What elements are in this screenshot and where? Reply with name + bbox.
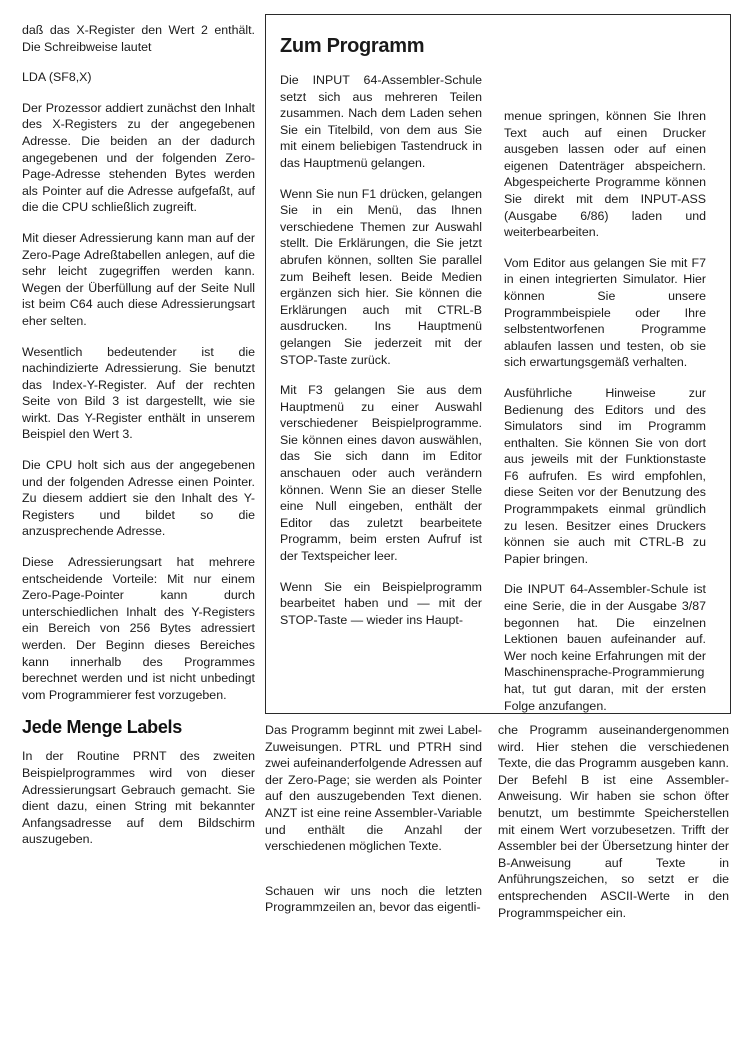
paragraph: Schauen wir uns noch die letzten Programmzeilen an, bevor das eigentli- xyxy=(265,883,482,915)
box-column-left xyxy=(280,72,482,728)
paragraph: Mit dieser Adressierung kann man auf der Zero-Page Adreßtabellen anlegen, auf die sehr leicht zugegriffen werden kann. Wegen der Überfüllung auf der Seite Null ist beim C64 auch diese Adressierungsart eher selten. xyxy=(22,230,255,328)
right-column xyxy=(498,722,729,935)
sidebar-box xyxy=(265,14,731,714)
paragraph: Wenn Sie nun F1 drücken, gelangen Sie in ein Menü, das Ihnen verschiedene Themen zur Auswahl stellt. Die Erklärungen, die Sie jetzt abrufen können, sollten Sie parallel zum Beiheft lesen. Beide Medien ergänzen sich hier. Sie können die Erklärungen auch mit CTRL-B ausdrucken. Ins Hauptmenü gelangen Sie jederzeit mit der STOP-Taste zurück. xyxy=(280,186,482,367)
paragraph: che Programm auseinandergenommen wird. Hier stehen die verschiedenen Texte, die das Programm ausgeben kann. Der Befehl B ist eine Assembler-Anweisung. Wir haben sie schon öfter benutzt, um bestimmte Speicherstellen mit einem Wert vorzubesetzen. Trifft der Assembler bei der Übersetzung hinter der B-Anweisung auf Texte in Anführungszeichen, so setzt er die entsprechenden ASCII-Werte in den Programmspeicher ein. xyxy=(498,723,729,920)
paragraph: Das Programm beginnt mit zwei Label-Zuweisungen. PTRL und PTRH sind zwei aufeinanderfolgende Adressen auf der Zero-Page; sie werden als Pointer auf den auszugebenden Text dienen. ANZT ist eine reine Assembler-Variable und enthält die Anzahl der verschiedenen möglichen Texte. xyxy=(265,723,482,854)
paragraph: Mit F3 gelangen Sie aus dem Hauptmenü zu einer Auswahl verschiedener Beispielprogramme. Sie können eines davon auswählen, das Sie sich dann im Editor anschauen oder auch verändern können. Wenn Sie an dieser Stelle eine Null eingeben, enthält der Editor das zuletzt bearbeitete Programm, beim ersten Aufruf ist der Textspeicher leer. xyxy=(280,383,482,564)
paragraph: Diese Adressierungsart hat mehrere entscheidende Vorteile: Mit nur einem Zero-Page-Pointer kann durch unterschiedlichen Inhalt des Y-Registers ein Bereich von 256 Bytes adressiert werden. Der Beginn dieses Bereiches kann innerhalb des Programmes berechnet werden und ist nicht unbedingt vom Programmierer fest vorzugeben. xyxy=(22,555,255,702)
paragraph: In der Routine PRNT des zweiten Beispielprogrammes wird von dieser Adressierungsart Gebrauch gemacht. Sie dient dazu, einen String mit bekannter Anfangsadresse auf dem Bildschirm auszugeben. xyxy=(22,749,255,847)
paragraph: Ausführliche Hinweise zur Bedienung des Editors und des Simulators sind im Programm enthalten. Sie können Sie von dort aus jeweils mit der Funktionstaste F6 aufrufen. Es wird empfohlen, diese Seiten vor der Benutzung des Programmpakets einmal gründlich zu lesen. Besitzer eines Druckers können sie auch mit CTRL-B zu Papier bringen. xyxy=(504,385,706,566)
box-column-right xyxy=(504,72,706,728)
paragraph: Die CPU holt sich aus der angegebenen und der folgenden Adresse einen Pointer. Zu diesem addiert sie den Inhalt des Y-Registers und bildet so die anzusprechende Adresse. xyxy=(22,458,255,539)
middle-column xyxy=(265,722,482,930)
paragraph: Die INPUT 64-Assembler-Schule ist eine Serie, die in der Ausgabe 3/87 begonnen hat. Die einzelnen Lektionen bauen aufeinander auf. Wer noch keine Erfahrungen mit der Maschinensprache-Programmierung hat, tut gut daran, mit der ersten Folge anzufangen. xyxy=(504,582,706,713)
paragraph: Wenn Sie ein Beispielprogramm bearbeitet haben und — mit der STOP-Taste — wieder ins Haupt- xyxy=(280,579,482,627)
box-heading: Zum Programm xyxy=(280,35,425,57)
left-column xyxy=(22,22,255,862)
paragraph: Der Prozessor addiert zunächst den Inhalt des X-Registers zu der angegebenen Adresse. Die beiden an der dadurch angegebenen und der folgenden Zero-Page-Adresse stehenden Bytes werden als Pointer auf die Adresse aufgefaßt, auf die die CPU schließlich zugreift. xyxy=(22,100,255,215)
paragraph: daß das X-Register den Wert 2 enthält. Die Schreibweise lautet xyxy=(22,23,255,54)
paragraph: menue springen, können Sie Ihren Text auch auf einen Drucker ausgeben lassen oder auf einen eigenen Datenträger abspeichern. Abgespeicherte Programme können Sie direkt mit dem INPUT-ASS (Ausgabe 6/86) laden und weiterbearbeiten. xyxy=(504,109,706,240)
column-spacer xyxy=(265,869,482,883)
paragraph: Vom Editor aus gelangen Sie mit F7 in einen integrierten Simulator. Hier können Sie unsere Programmbeispiele oder Ihre selbstentworfenen Programme ablaufen lassen und testen, ob sie sich erwartungsgemäß verhalten. xyxy=(504,255,706,370)
box-columns xyxy=(280,72,716,728)
code-line: LDA (SF8,X) xyxy=(22,70,92,85)
paragraph: Die INPUT 64-Assembler-Schule setzt sich aus mehreren Teilen zusammen. Nach dem Laden sehen Sie ein Titelbild, von dem aus Sie mit einem beliebigen Tastendruck in das Hauptmenü gelangen. xyxy=(280,73,482,170)
paragraph: Wesentlich bedeutender ist die nachindizierte Adressierung. Sie benutzt das Index-Y-Register. Auf der rechten Seite von Bild 3 ist dargestellt, wie sie wirkt. Das Y-Register enthält in unserem Beispiel den Wert 3. xyxy=(22,344,255,442)
section-heading: Jede Menge Labels xyxy=(22,717,182,738)
